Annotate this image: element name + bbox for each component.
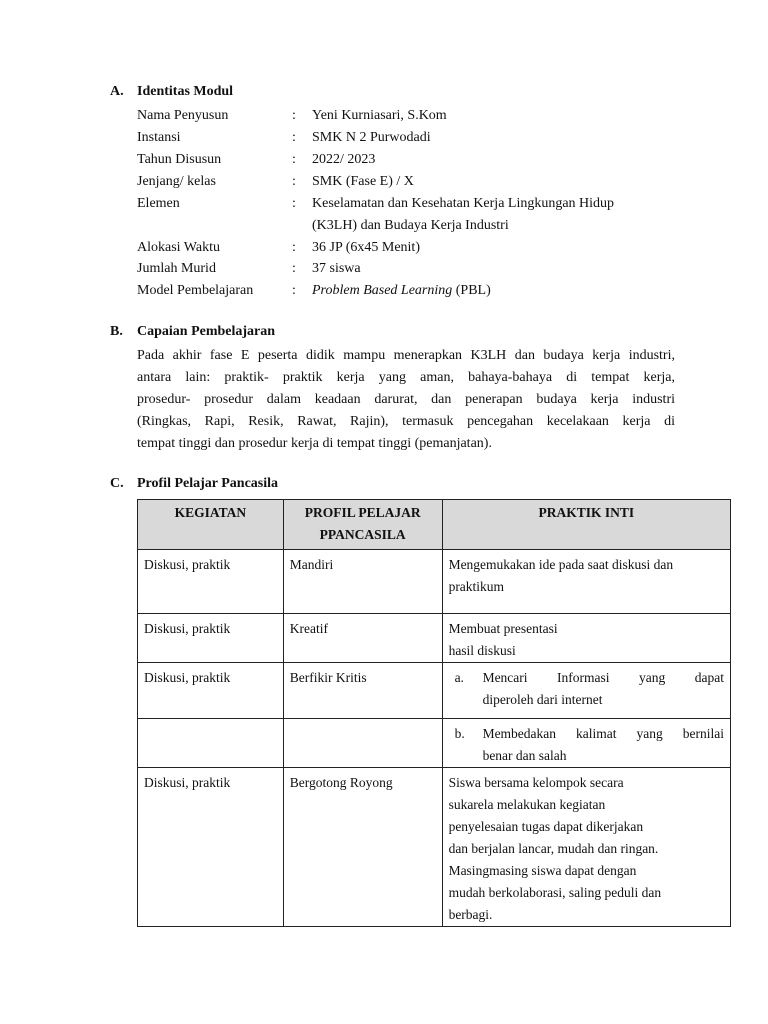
- cell-praktik: [442, 550, 730, 614]
- profil-table: [137, 499, 731, 927]
- capaian-paragraph: [137, 345, 675, 455]
- identity-colon: :: [292, 261, 296, 276]
- identity-label: Model Pembelajaran: [137, 283, 254, 298]
- cell-praktik: [442, 663, 730, 719]
- praktik-list-item: [449, 723, 724, 767]
- identity-colon: :: [292, 240, 296, 255]
- cell-praktik: [442, 719, 730, 768]
- praktik-line: praktikum: [448, 579, 505, 594]
- identity-colon: :: [292, 108, 296, 123]
- section-b-title: Capaian Pembelajaran: [137, 324, 276, 339]
- praktik-line: berbagi.: [448, 907, 493, 922]
- table-row: [138, 550, 731, 614]
- praktik-line: Masingmasing siswa dapat dengan: [448, 863, 637, 878]
- section-a-letter: A.: [110, 84, 124, 99]
- identity-colon: :: [292, 130, 296, 145]
- praktik-line: sukarela melakukan kegiatan: [448, 797, 606, 812]
- header-profil-line2: PPANCASILA: [319, 527, 406, 542]
- cell-kegiatan: [138, 719, 284, 768]
- section-c-title: Profil Pelajar Pancasila: [137, 476, 279, 491]
- list-marker: a.: [454, 670, 464, 685]
- capaian-line: Pada akhir fase E peserta didik mampu menerapkan K3LH dan budaya kerja industri,: [137, 348, 675, 363]
- identity-colon: :: [292, 174, 296, 189]
- identity-label: Nama Penyusun: [137, 108, 229, 123]
- capaian-line: prosedur- prosedur dalam keadaan darurat, dan penerapan budaya kerja industri: [137, 392, 675, 407]
- cell-praktik: [442, 768, 730, 927]
- identity-label: Jenjang/ kelas: [137, 174, 216, 189]
- identity-colon: :: [292, 152, 296, 167]
- identity-value: Yeni Kurniasari, S.Kom: [312, 108, 447, 123]
- cell-profil: [283, 719, 442, 768]
- identity-value: [312, 280, 491, 302]
- praktik-line: Mengemukakan ide pada saat diskusi dan: [448, 557, 674, 572]
- identity-value: SMK (Fase E) / X: [312, 174, 414, 189]
- header-profil-line1: PROFIL PELAJAR: [304, 505, 421, 520]
- identity-value: 36 JP (6x45 Menit): [312, 240, 420, 255]
- identity-label: Alokasi Waktu: [137, 240, 220, 255]
- table-row: [138, 663, 731, 719]
- table-header-row: [138, 500, 731, 550]
- section-c-letter: C.: [110, 476, 124, 491]
- table-row: [138, 719, 731, 768]
- cell-kegiatan: Diskusi, praktik: [138, 663, 284, 719]
- praktik-line: Membedakan kalimat yang bernilai: [482, 726, 724, 741]
- cell-kegiatan: Diskusi, praktik: [138, 550, 284, 614]
- cell-kegiatan: Diskusi, praktik: [138, 768, 284, 927]
- identity-value-italic: Problem Based Learning: [312, 283, 453, 298]
- list-text: [483, 667, 724, 711]
- praktik-line: benar dan salah: [482, 748, 567, 763]
- identity-label: Tahun Disusun: [137, 152, 222, 167]
- list-text: [483, 723, 724, 767]
- praktik-list-item: [449, 667, 724, 711]
- section-a-heading: [110, 84, 233, 100]
- praktik-line: Mencari Informasi yang dapat: [482, 670, 724, 685]
- praktik-line: diperoleh dari internet: [482, 692, 603, 707]
- praktik-line: dan berjalan lancar, mudah dan ringan.: [448, 841, 659, 856]
- identity-colon: :: [292, 196, 296, 211]
- capaian-line: (Ringkas, Rapi, Resik, Rawat, Rajin), termasuk pencegahan kecelakaan kerja di: [137, 414, 675, 429]
- cell-profil: Bergotong Royong: [283, 768, 442, 927]
- section-a-title: Identitas Modul: [137, 84, 234, 99]
- identity-value: SMK N 2 Purwodadi: [312, 130, 431, 145]
- identity-value: 37 siswa: [312, 261, 361, 276]
- section-b-letter: B.: [110, 324, 123, 339]
- cell-profil: Mandiri: [283, 550, 442, 614]
- identity-label: Instansi: [137, 130, 181, 145]
- identity-label: Elemen: [137, 196, 180, 211]
- praktik-line: hasil diskusi: [448, 643, 516, 658]
- header-praktik: PRAKTIK INTI: [442, 500, 730, 550]
- cell-praktik: [442, 614, 730, 663]
- identity-colon: :: [292, 283, 296, 298]
- identity-value: Keselamatan dan Kesehatan Kerja Lingkungan Hidup: [312, 196, 615, 211]
- identity-label: Jumlah Murid: [137, 261, 216, 276]
- praktik-line: Siswa bersama kelompok secara: [448, 775, 624, 790]
- identity-value-elemen-line2: (K3LH) dan Budaya Kerja Industri: [312, 218, 509, 233]
- list-marker: b.: [454, 726, 465, 741]
- praktik-line: penyelesaian tugas dapat dikerjakan: [448, 819, 644, 834]
- capaian-line: antara lain: praktik- praktik kerja yang aman, bahaya-bahaya di tempat kerja,: [137, 370, 675, 385]
- header-kegiatan: KEGIATAN: [138, 500, 284, 550]
- table-row: [138, 768, 731, 927]
- identity-value-rest: (PBL): [452, 283, 491, 298]
- cell-profil: Berfikir Kritis: [283, 663, 442, 719]
- praktik-line: mudah berkolaborasi, saling peduli dan: [448, 885, 662, 900]
- identity-value: 2022/ 2023: [312, 152, 376, 167]
- cell-profil: Kreatif: [283, 614, 442, 663]
- capaian-line: tempat tinggi dan prosedur kerja di tempat tinggi (pemanjatan).: [137, 436, 492, 451]
- header-profil: [283, 500, 442, 550]
- table-row: [138, 614, 731, 663]
- praktik-line: Membuat presentasi: [448, 621, 558, 636]
- cell-kegiatan: Diskusi, praktik: [138, 614, 284, 663]
- section-c-heading: [110, 476, 278, 492]
- section-b-heading: [110, 324, 275, 340]
